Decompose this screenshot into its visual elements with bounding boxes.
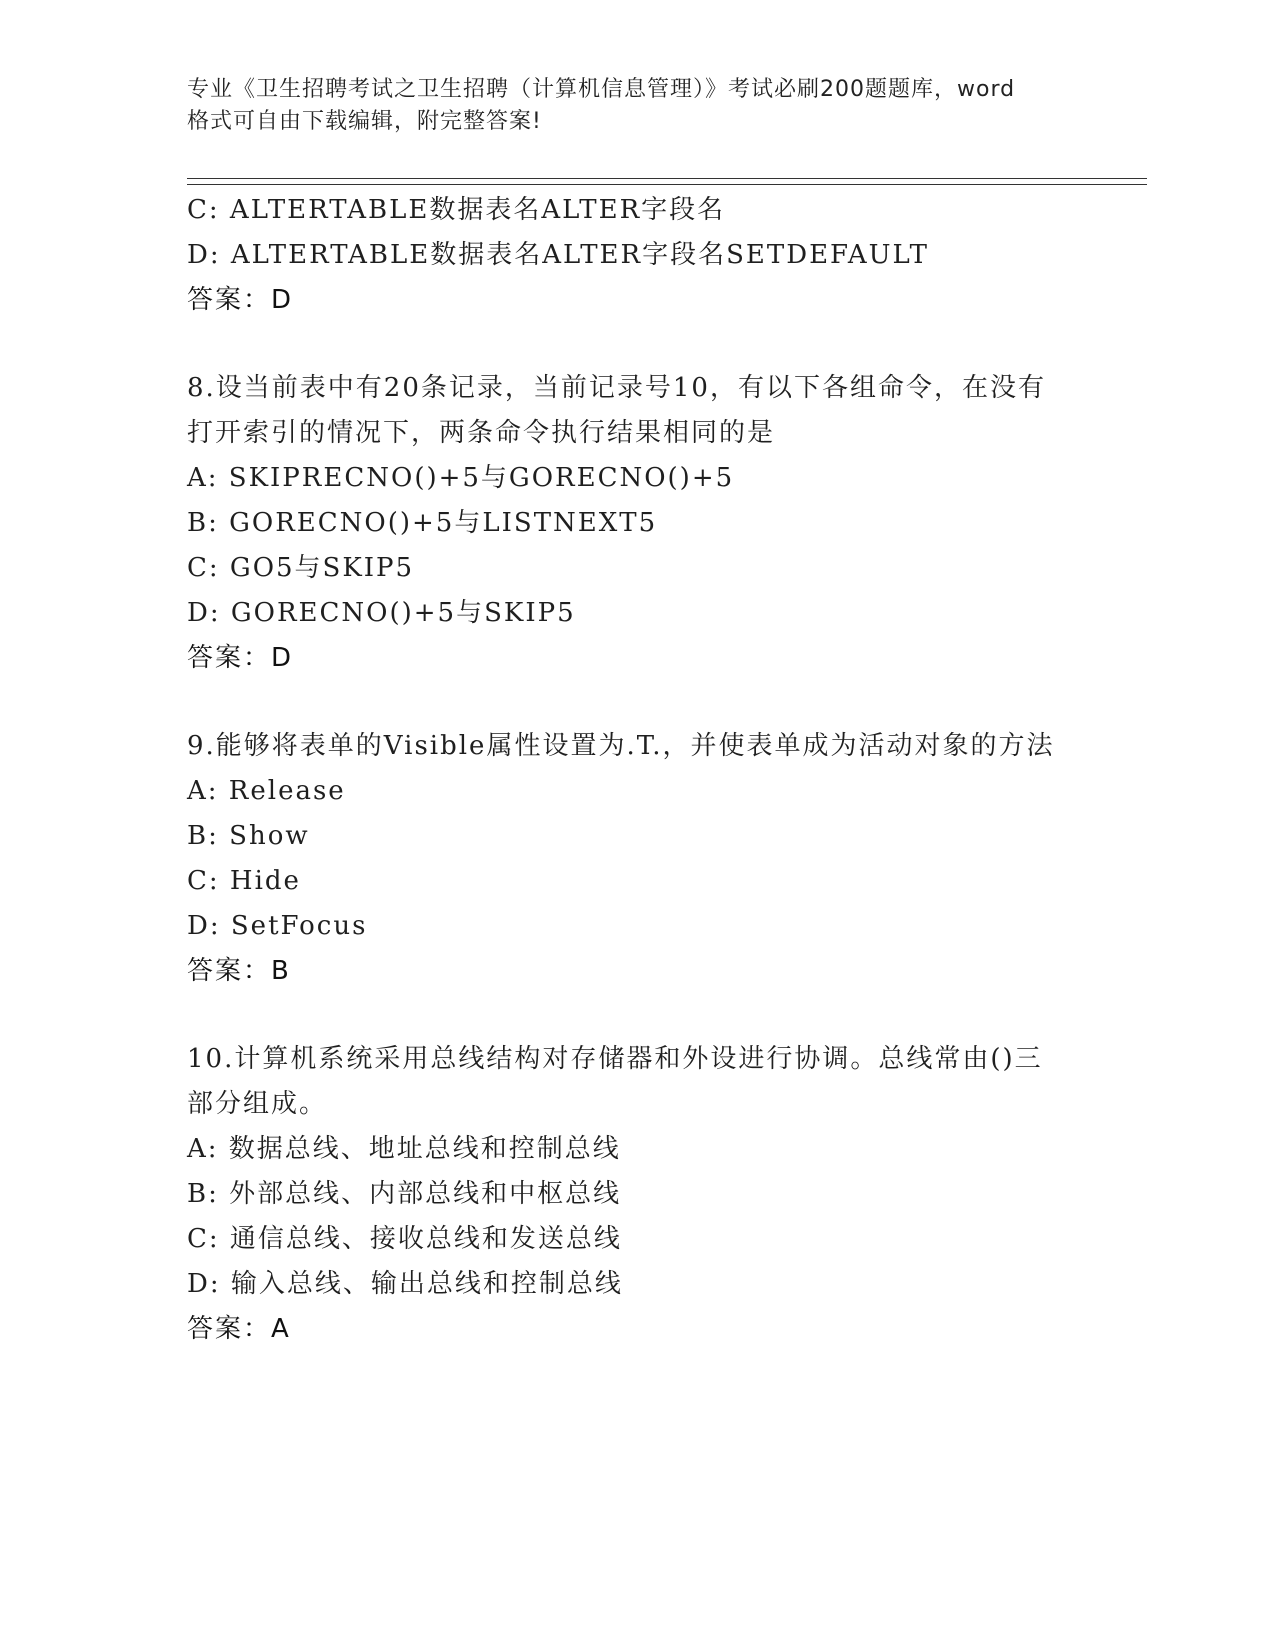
header-title-line2: 格式可自由下载编辑，附完整答案! bbox=[187, 109, 542, 134]
header-divider-bottom bbox=[187, 184, 1147, 185]
answer-line: 答案：B bbox=[187, 956, 291, 986]
option-b: B: 外部总线、内部总线和中枢总线 bbox=[187, 1179, 622, 1209]
answer-line: 答案：D bbox=[187, 285, 294, 315]
question-spacer bbox=[187, 994, 1087, 1037]
question-block-9 bbox=[187, 724, 1087, 994]
answer-line: 答案：A bbox=[187, 1314, 291, 1344]
option-c: C: ALTERTABLE数据表名ALTER字段名 bbox=[187, 195, 726, 225]
option-d: D: 输入总线、输出总线和控制总线 bbox=[187, 1269, 623, 1299]
question-spacer bbox=[187, 681, 1087, 724]
option-a: A: Release bbox=[187, 776, 346, 806]
option-d: D: SetFocus bbox=[187, 911, 368, 941]
header-title-line1: 专业《卫生招聘考试之卫生招聘（计算机信息管理）》考试必刷200题题库，word bbox=[187, 77, 1016, 102]
question-text: 9.能够将表单的Visible属性设置为.T.，并使表单成为活动对象的方法 bbox=[187, 731, 1055, 761]
header-divider-top bbox=[187, 178, 1147, 179]
question-list bbox=[187, 188, 1087, 1352]
question-block-10 bbox=[187, 1037, 1087, 1352]
question-block-7 bbox=[187, 188, 1087, 323]
option-c: C: GO5与SKIP5 bbox=[187, 553, 415, 583]
option-d: D: ALTERTABLE数据表名ALTER字段名SETDEFAULT bbox=[187, 240, 930, 270]
option-c: C: Hide bbox=[187, 866, 301, 896]
option-c: C: 通信总线、接收总线和发送总线 bbox=[187, 1224, 622, 1254]
question-text: 10.计算机系统采用总线结构对存储器和外设进行协调。总线常由()三部分组成。 bbox=[187, 1044, 1043, 1119]
option-a: A: 数据总线、地址总线和控制总线 bbox=[187, 1134, 621, 1164]
option-b: B: GORECNO()+5与LISTNEXT5 bbox=[187, 508, 658, 538]
question-text: 8.设当前表中有20条记录，当前记录号10，有以下各组命令，在没有打开索引的情况下，两条命令执行结果相同的是 bbox=[187, 373, 1046, 448]
answer-line: 答案：D bbox=[187, 643, 294, 673]
question-spacer bbox=[187, 323, 1087, 366]
option-b: B: Show bbox=[187, 821, 310, 851]
option-d: D: GORECNO()+5与SKIP5 bbox=[187, 598, 576, 628]
question-block-8 bbox=[187, 366, 1087, 681]
option-a: A: SKIPRECNO()+5与GORECNO()+5 bbox=[187, 463, 735, 493]
document-header bbox=[187, 74, 1087, 138]
